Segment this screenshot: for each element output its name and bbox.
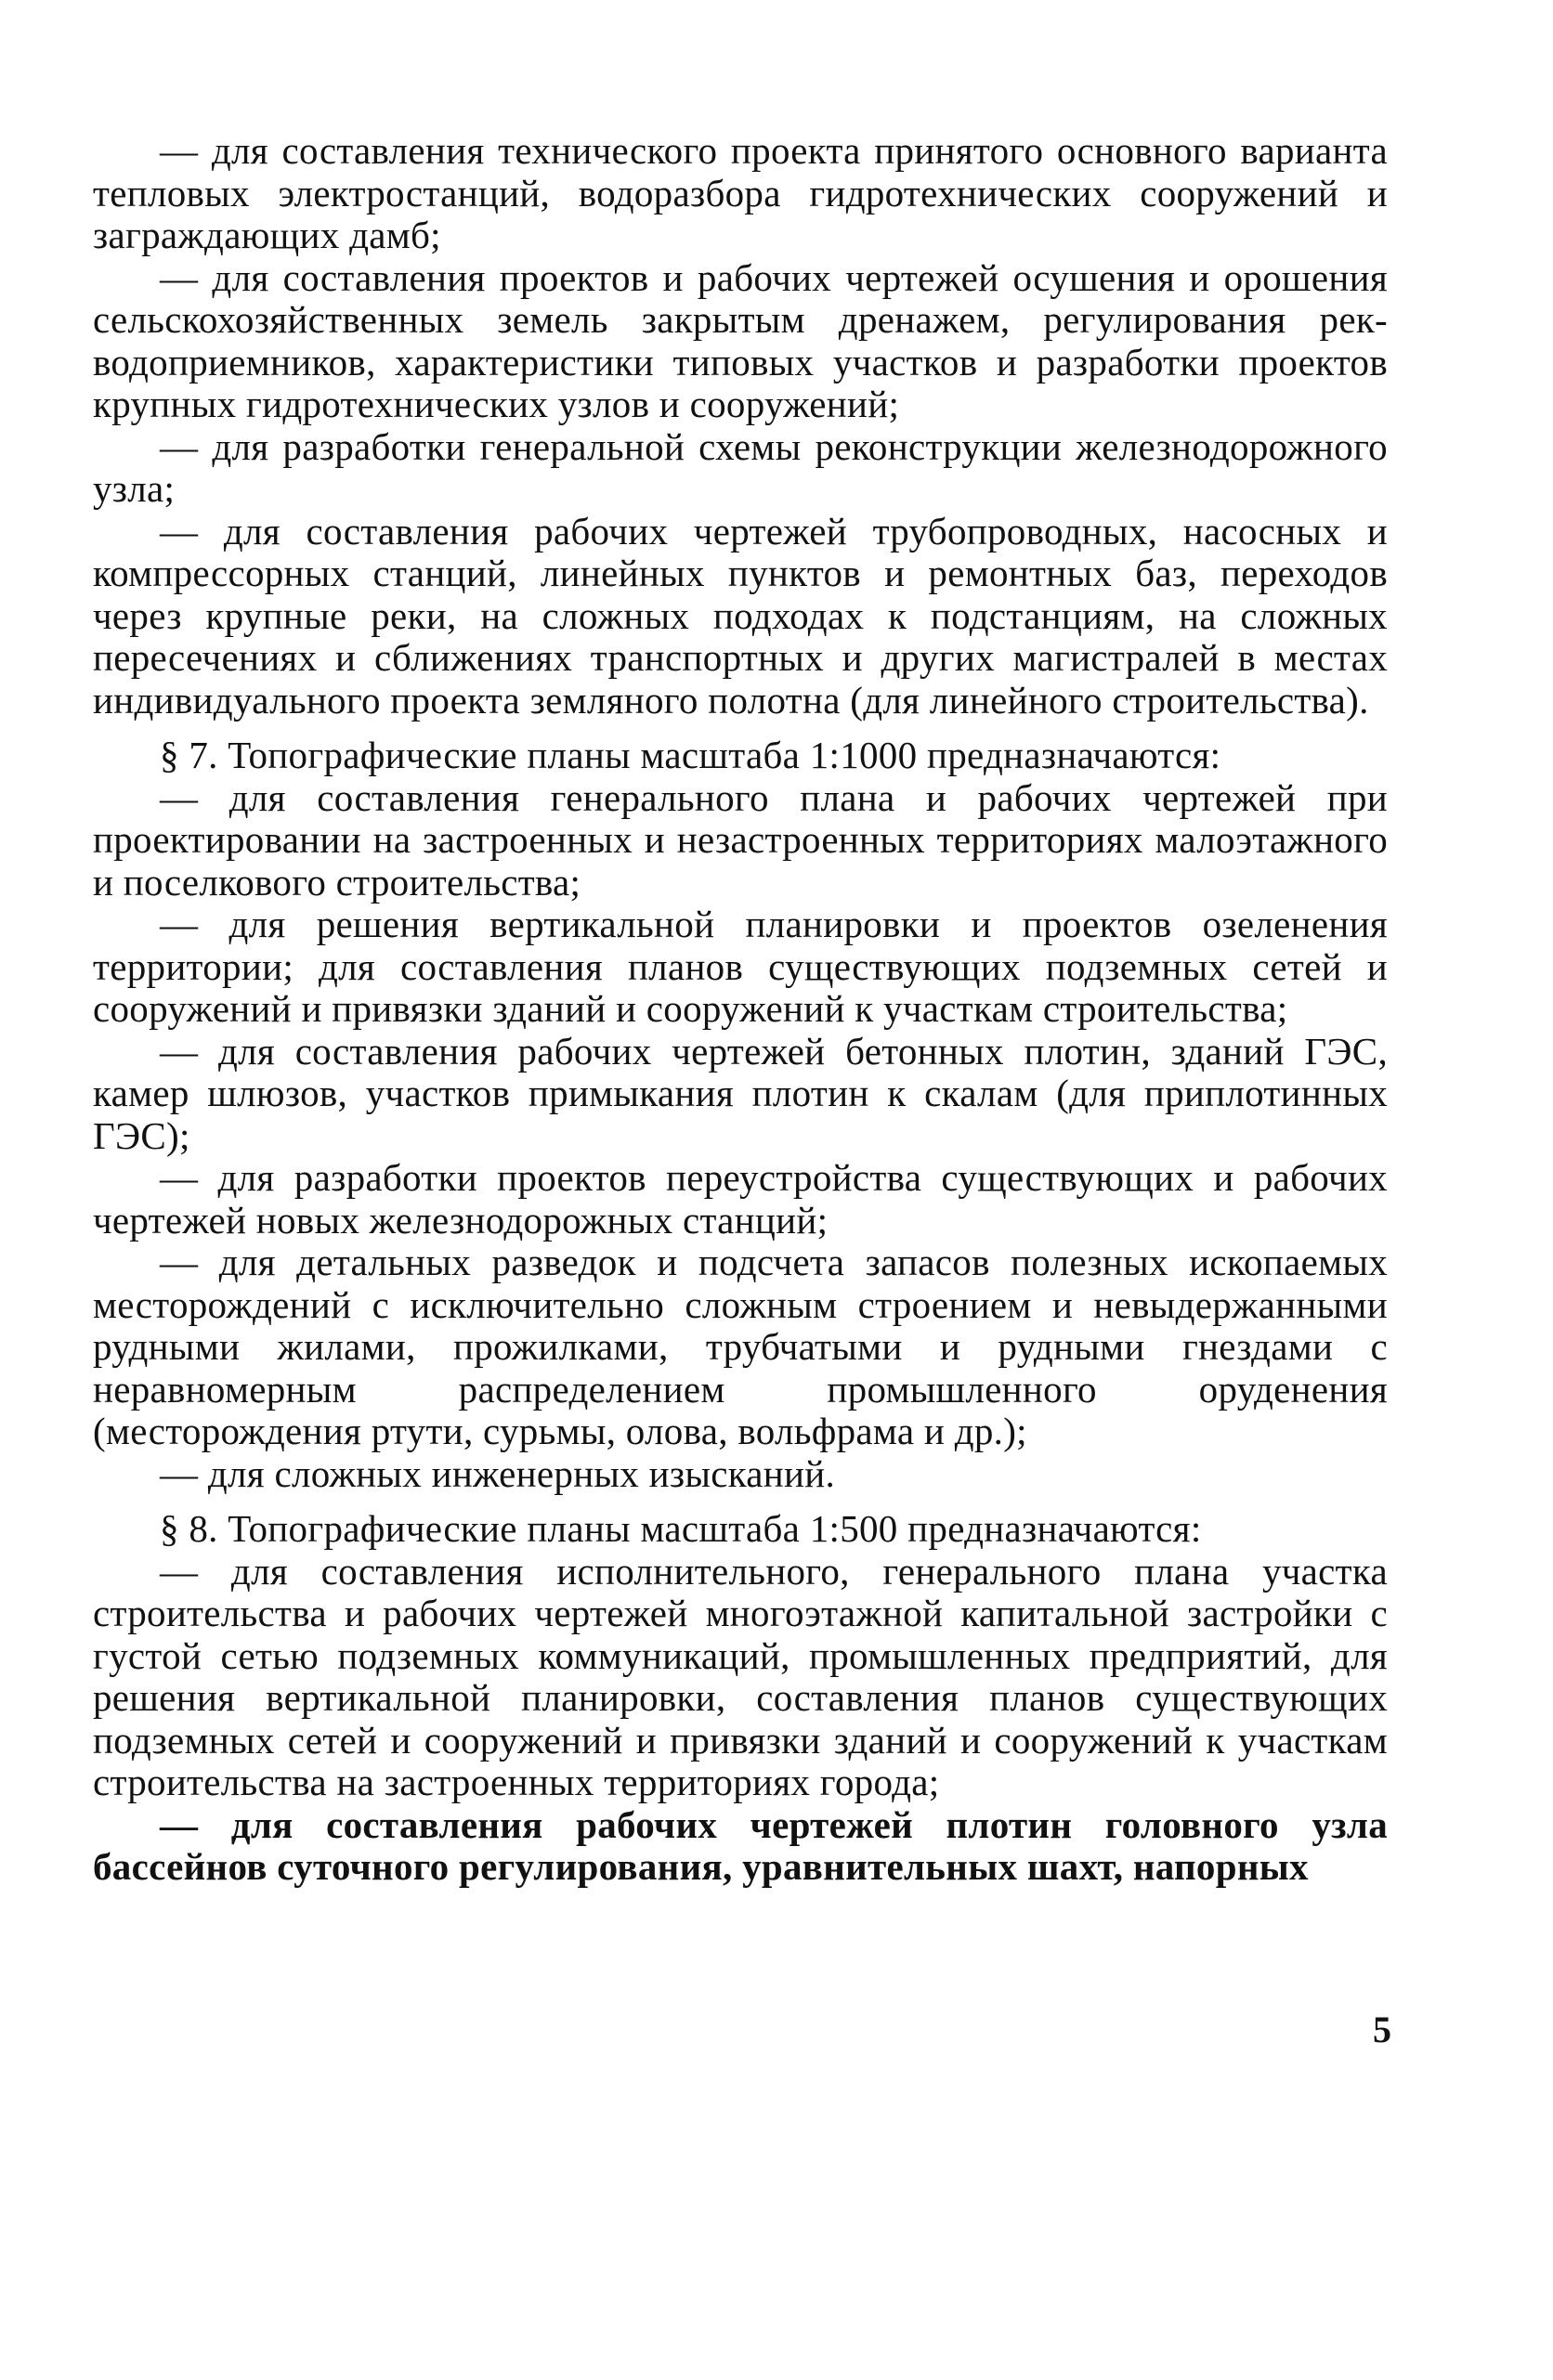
section-8-heading: § 8. Топографические планы масштаба 1:500 предназначаются: xyxy=(160,1507,1202,1550)
paragraph-drainage: — для составления проектов и рабочих чертежей осушения и орошения сельскохозяйственных земель закрытым дренажем, регулирования рек-водоприемников, характеристики типовых участков и разработки проектов крупных гидротехнических узлов и сооружений; xyxy=(93,255,1388,425)
paragraph-railway-hub: — для разработки генеральной схемы реконструкции железнодорожного узла; xyxy=(93,424,1388,510)
paragraph-rail-stations: — для разработки проектов переустройства существующих и рабочих чертежей новых железнодорожных станций; xyxy=(93,1156,1388,1242)
body-text xyxy=(93,130,1388,1889)
page-number: 5 xyxy=(1373,2009,1391,2050)
section-7-heading: § 7. Топографические планы масштаба 1:1000 предназначаются: xyxy=(160,734,1221,776)
paragraph-pipelines: — для составления рабочих чертежей трубопроводных, насосных и компрессорных станций, линейных пунктов и ремонтных баз, переходов через крупные реки, на сложных подходах к подстанциям, на сложных пересечениях и сближениях транспортных и других магистралей в местах индивидуального проекта земляного полотна (для линейного строительства). xyxy=(93,509,1388,722)
paragraph-surveys: — для сложных инженерных изысканий. xyxy=(160,1451,836,1495)
paragraph-general-plan: — для составления генерального плана и рабочих чертежей при проектировании на застроенных и незастроенных территориях малоэтажного и поселкового строительства; xyxy=(93,775,1388,904)
paragraph-tech-project: — для составления технического проекта принятого основного варианта тепловых электростанций, водоразбора гидротехнических сооружений и заграждающих дамб; xyxy=(93,129,1388,256)
paragraph-dams: — для составления рабочих чертежей бетонных плотин, зданий ГЭС, камер шлюзов, участков примыкания плотин к скалам (для приплотинных ГЭС); xyxy=(93,1029,1388,1157)
paragraph-executive-plan: — для составления исполнительного, генерального плана участка строительства и рабочих чертежей многоэтажной капитальной застройки с густой сетью подземных коммуникаций, промышленных предприятий, для решения вертикальной планировки, составления планов существующих подземных сетей и сооружений и привязки зданий и сооружений к участкам строительства на застроенных территориях города; xyxy=(93,1549,1388,1803)
paragraph-head-node: — для составления рабочих чертежей плотин головного узла бассейнов суточного регулирования, уравнительных шахт, напорных xyxy=(93,1802,1388,1888)
paragraph-mineral-deposits: — для детальных разведок и подсчета запасов полезных ископаемых месторождений с исключительно сложным строением и невыдержанными рудными жилами, прожилками, трубчатыми и рудными гнездами с неравномерным распределением промышленного оруденения (месторождения ртути, сурьмы, олова, вольфрама и др.); xyxy=(93,1241,1388,1452)
paragraph-vertical-planning: — для решения вертикальной планировки и проектов озеленения территории; для составления планов существующих подземных сетей и сооружений и привязки зданий и сооружений к участкам строительства; xyxy=(93,903,1388,1030)
